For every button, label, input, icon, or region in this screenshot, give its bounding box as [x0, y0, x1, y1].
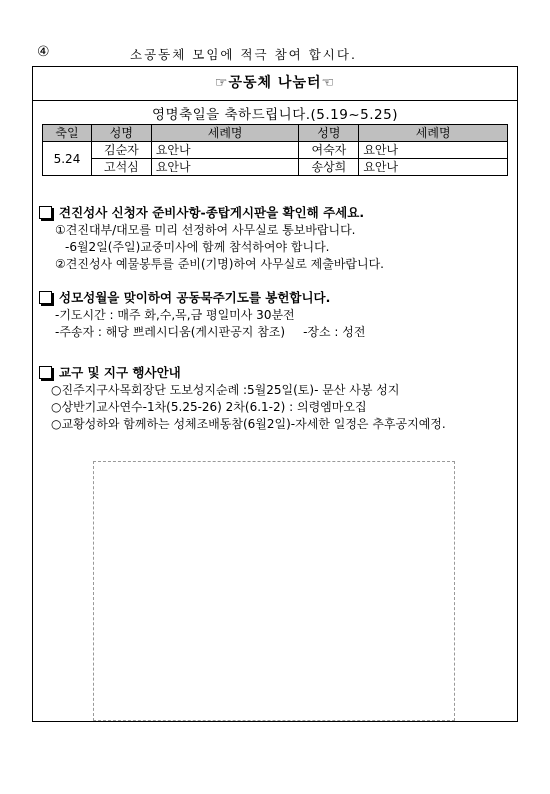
- feast-date: 5.24: [43, 142, 92, 176]
- column-header: 세례명: [151, 125, 299, 142]
- page-number: ④: [37, 44, 50, 60]
- section-title: 견진성사 신청자 준비사항-종탑게시판을 확인해 주세요.: [59, 205, 365, 220]
- prayer-time: -기도시간 : 매주 화,수,목,금 평일미사 30분전: [55, 308, 295, 322]
- page-header: [0, 44, 550, 64]
- feast-title: 영명축일을 축하드립니다.(5.19~5.25): [152, 107, 398, 123]
- list-item: ○진주지구사목회장단 도보성지순례 :5월25일(토)- 문산 사봉 성지: [51, 383, 400, 397]
- section-title: 교구 및 지구 행사안내: [59, 365, 181, 380]
- list-item: ○교황성하와 함께하는 성체조배동참(6월2일)-자세한 일정은 추후공지예정.: [51, 417, 446, 431]
- square-bullet-icon: [39, 206, 52, 219]
- feast-table-header: [43, 125, 508, 142]
- square-bullet-icon: [39, 291, 52, 304]
- section-banner: [33, 67, 517, 101]
- list-item: ○상반기교사연수-1차(5.25-26) 2차(6.1-2) : 의령엠마오집: [51, 400, 367, 414]
- baptismal-name: 요안나: [359, 142, 508, 159]
- column-header: 성명: [299, 125, 359, 142]
- person-name: 고석심: [91, 159, 151, 176]
- confirmation-section: [37, 204, 513, 273]
- list-item: ①견진대부/대모를 미리 선정하여 사무실로 통보바랍니다.: [55, 223, 356, 237]
- page-motto: 소공동체 모임에 적극 참여 합시다.: [130, 47, 357, 62]
- feast-table: [42, 124, 508, 176]
- bulletin-frame: [32, 66, 518, 722]
- list-item: -6월2일(주일)교중미사에 함께 참석하여야 합니다.: [65, 240, 330, 254]
- person-name: 김순자: [91, 142, 151, 159]
- person-name: 송상희: [299, 159, 359, 176]
- prayer-place: -장소 : 성전: [303, 325, 366, 339]
- rosary-section: [37, 289, 513, 341]
- image-placeholder-box: [93, 461, 455, 721]
- banner-title: 공동체 나눔터: [228, 75, 322, 91]
- baptismal-name: 요안나: [151, 142, 299, 159]
- person-name: 여숙자: [299, 142, 359, 159]
- prayer-leader: -주송자 : 해당 쁘레시디움(게시판공지 참조): [55, 325, 286, 339]
- section-title: 성모성월을 맞이하여 공동묵주기도를 봉헌합니다.: [59, 290, 331, 305]
- square-bullet-icon: [39, 366, 52, 379]
- column-header: 성명: [91, 125, 151, 142]
- pointing-right-hand-icon: ☞: [214, 75, 229, 91]
- table-row: [43, 159, 508, 176]
- list-item: ②견진성사 예물봉투를 준비(기명)하여 사무실로 제출바랍니다.: [55, 257, 384, 271]
- circle-bullet-icon: ○: [51, 383, 62, 397]
- baptismal-name: 요안나: [359, 159, 508, 176]
- pointing-left-hand-icon: ☜: [321, 75, 336, 91]
- column-header: 축일: [43, 125, 92, 142]
- circle-bullet-icon: ○: [51, 417, 62, 431]
- baptismal-name: 요안나: [151, 159, 299, 176]
- circle-bullet-icon: ○: [51, 400, 62, 414]
- prayer-leader-line: [37, 324, 513, 341]
- table-row: [43, 142, 508, 159]
- events-section: [37, 364, 513, 433]
- column-header: 세례명: [359, 125, 508, 142]
